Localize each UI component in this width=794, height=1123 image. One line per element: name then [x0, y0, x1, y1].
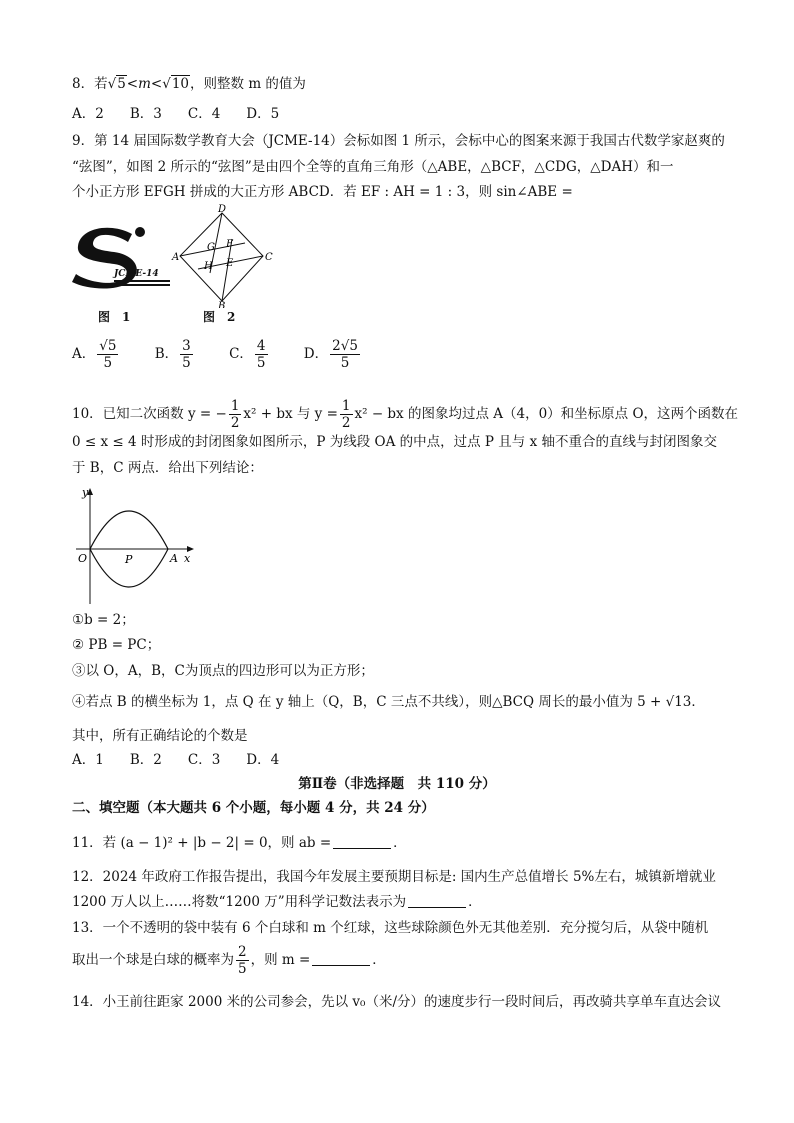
q10-conclusion-2: ② PB = PC；	[72, 637, 161, 653]
q10-line3: 于 B，C 两点．给出下列结论：	[72, 460, 263, 476]
label-f: F	[226, 239, 233, 250]
q11-text: 11．若 (a − 1)² + |b − 2| = 0，则 ab = ．	[72, 835, 407, 851]
logo-s-shape	[72, 227, 145, 289]
fig2-caption: 图 2	[203, 310, 236, 324]
q11-answer-blank[interactable]	[333, 834, 391, 849]
q8-option-d: D．5	[246, 106, 280, 122]
q13-line1: 13．一个不透明的袋中装有 6 个白球和 m 个红球，这些球除颜色外无其他差别．充分搅匀后，从袋中随机	[72, 920, 709, 936]
fig1-caption: 图 1	[98, 310, 131, 324]
parabola-graph	[72, 486, 202, 606]
graph-label-a: A	[170, 552, 178, 565]
q9-line2: “弦图”，如图 2 所示的“弦图”是由四个全等的直角三角形（△ABE，△BCF，△CDG，△DAH）和一	[72, 159, 674, 175]
section-fill-blank: 二、填空题（本大题共 6 个小题，每小题 4 分，共 24 分）	[72, 800, 435, 816]
q9-line1: 9．第 14 届国际数学教育大会（JCME-14）会标如图 1 所示，会标中心的图案来源于我国古代数学家赵爽的	[72, 133, 725, 149]
upper-parabola	[90, 511, 168, 549]
q10-line2: 0 ≤ x ≤ 4 时形成的封闭图象如图所示，P 为线段 OA 的中点，过点 P 且与 x 轴不重合的直线与封闭图象交	[72, 434, 718, 450]
label-d: D	[218, 204, 227, 215]
q10-conclusion-1: ①b = 2；	[72, 612, 135, 628]
q8-option-a: A．2	[72, 106, 104, 122]
graph-label-o: O	[78, 552, 88, 565]
string-diagram-figure	[170, 203, 275, 308]
label-h: H	[204, 261, 213, 272]
q12-answer-blank[interactable]	[408, 893, 466, 908]
label-g: G	[207, 242, 215, 253]
graph-label-x: x	[184, 552, 191, 565]
q8-option-c: C．4	[187, 106, 221, 122]
q10-conclusion-3: ③以 O，A，B，C为顶点的四边形可以为正方形；	[72, 663, 374, 679]
label-b: B	[218, 301, 226, 308]
q8-option-b: B．3	[129, 106, 162, 122]
graph-label-y: y	[82, 486, 89, 499]
q8-options	[72, 104, 305, 124]
q10-conclusion-4: ④若点 B 的横坐标为 1，点 Q 在 y 轴上（Q，B，C 三点不共线），则△BCQ 周长的最小值为 5 + √13．	[72, 694, 705, 710]
q8-stem: 8．若√5<m<√10，则整数 m 的值为	[72, 76, 306, 92]
q9-line3: 个小正方形 EFGH 拼成的大正方形 ABCD．若 EF : AH = 1 : 3，则 sin∠ABE =	[72, 184, 573, 200]
q10-question: 其中，所有正确结论的个数是	[72, 728, 248, 744]
q12-line2: 1200 万人以上……将数“1200 万”用科学记数法表示为 ．	[72, 894, 482, 910]
q10-options: A．1 B．2 C．3 D．4	[72, 752, 280, 768]
label-e: E	[226, 258, 234, 269]
part2-title: 第Ⅱ卷（非选择题 共 110 分）	[298, 776, 496, 792]
label-a: A	[172, 252, 180, 263]
q14-line1: 14．小王前往距家 2000 米的公司参会，先以 v₀（米/分）的速度步行一段时间后，再改骑共享单车直达会议	[72, 994, 721, 1010]
logo-text: JCME-14	[114, 269, 159, 279]
q10-line1: 10．已知二次函数 y = − $\frac{1}{2}$ x² + bx 与 y = $\frac{1}{2}$ x² − bx 的图象均过点 A（4，0）和坐标原点 O，这两个函数在	[72, 398, 739, 431]
q12-line1: 12．2024 年政府工作报告提出，我国今年发展主要预期目标是: 国内生产总值增长 5%左右，城镇新增就业	[72, 869, 716, 885]
q13-line2: 取出一个球是白球的概率为 $\frac{2}{5}$ ，则 m = ．	[72, 944, 386, 977]
graph-label-p: P	[125, 553, 133, 566]
label-c: C	[265, 252, 273, 263]
q9-options: A． $\frac{√5}{5}$ B． $\frac{3}{5}$ C． $\frac{4}{5}$ D． $\frac{2√5}{5}$	[72, 338, 358, 371]
square-abcd	[180, 213, 263, 301]
jcme-logo-figure	[70, 222, 180, 290]
q13-answer-blank[interactable]	[312, 951, 370, 966]
